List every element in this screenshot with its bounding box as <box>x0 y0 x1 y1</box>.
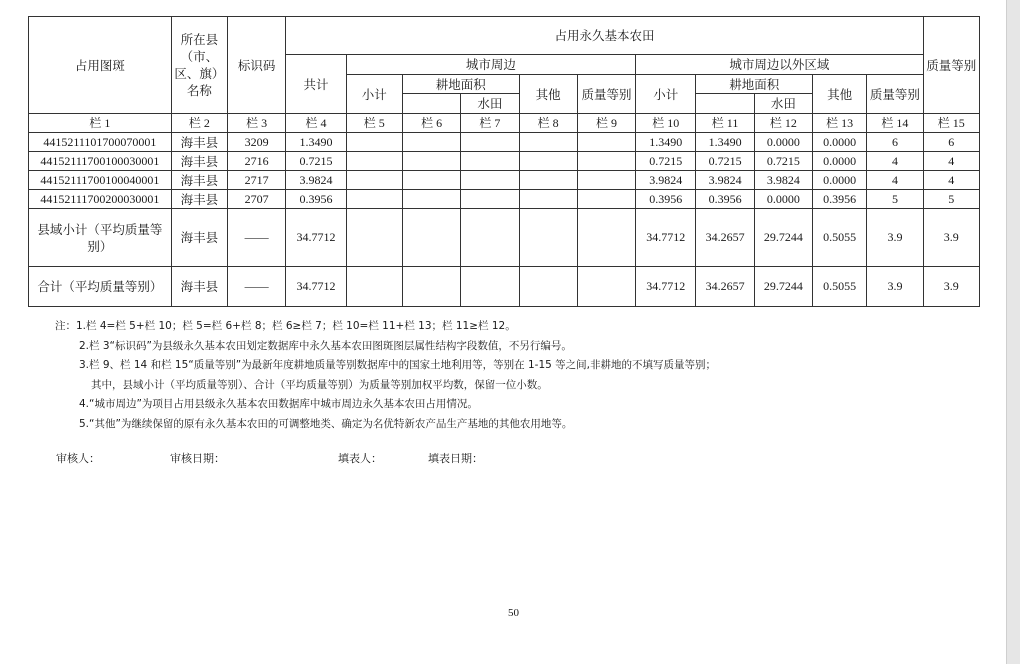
table-notes <box>55 317 955 434</box>
table-cell: 0.0000 <box>813 133 867 152</box>
header-city-paddy: 水田 <box>461 94 519 114</box>
column-number: 栏 5 <box>346 114 402 133</box>
table-cell <box>461 152 519 171</box>
table-cell: 0.0000 <box>754 190 812 209</box>
table-cell: 0.0000 <box>813 152 867 171</box>
header-county: 所在县（市、区、旗）名称 <box>171 17 227 114</box>
fill-date-label: 填表日期： <box>428 452 483 465</box>
reviewer-label: 审核人： <box>56 452 100 465</box>
table-cell: 0.0000 <box>813 171 867 190</box>
county-cell: 海丰县 <box>171 152 227 171</box>
column-number: 栏 8 <box>519 114 577 133</box>
table-cell <box>402 152 460 171</box>
table-cell: 2707 <box>228 190 286 209</box>
table-cell <box>346 133 402 152</box>
table-cell: 2716 <box>228 152 286 171</box>
table-cell <box>577 209 635 267</box>
plot-id-cell: 44152111700200030001 <box>29 190 172 209</box>
header-city-other: 其他 <box>519 75 577 114</box>
county-cell: 海丰县 <box>171 133 227 152</box>
table-cell <box>461 267 519 307</box>
column-number: 栏 2 <box>171 114 227 133</box>
table-cell <box>346 152 402 171</box>
table-cell: 34.7712 <box>286 209 346 267</box>
note-line: 2.栏 3“标识码”为县级永久基本农田划定数据库中永久基本农田图斑图层属性结构字段数值，不另行编号。 <box>79 339 572 352</box>
column-number: 栏 4 <box>286 114 346 133</box>
table-cell <box>402 133 460 152</box>
table-cell: 3.9 <box>867 209 923 267</box>
table-cell: 4 <box>867 152 923 171</box>
table-cell: 34.2657 <box>696 267 754 307</box>
page-number: 50 <box>508 607 519 619</box>
table-cell: 6 <box>923 133 979 152</box>
header-outside-subtotal: 小计 <box>636 75 696 114</box>
table-cell: 5 <box>867 190 923 209</box>
table-cell: 1.3490 <box>696 133 754 152</box>
table-cell <box>519 133 577 152</box>
table-cell <box>402 267 460 307</box>
note-line: 5.“其他”为继续保留的原有永久基本农田的可调整地类、确定为名优特新农产品生产基地的其他农用地等。 <box>79 417 573 430</box>
table-cell: —— <box>228 209 286 267</box>
table-cell: 34.7712 <box>636 209 696 267</box>
table-cell <box>577 267 635 307</box>
occupation-table <box>28 16 980 307</box>
table-cell: 5 <box>923 190 979 209</box>
table-cell <box>577 171 635 190</box>
header-quality-grade: 质量等别 <box>923 17 979 114</box>
table-cell <box>519 190 577 209</box>
page-edge <box>1006 0 1020 664</box>
header-outside-paddy: 水田 <box>754 94 812 114</box>
table-cell: 0.3956 <box>636 190 696 209</box>
column-number: 栏 12 <box>754 114 812 133</box>
table-cell <box>346 171 402 190</box>
column-number: 栏 1 <box>29 114 172 133</box>
table-cell: 3.9 <box>867 267 923 307</box>
column-number-row <box>29 114 980 133</box>
header-outside: 城市周边以外区域 <box>636 55 923 75</box>
table-cell <box>519 171 577 190</box>
table-cell: 3.9824 <box>754 171 812 190</box>
table-cell <box>519 152 577 171</box>
header-group-title: 占用永久基本农田 <box>286 17 923 55</box>
table-cell: 1.3490 <box>286 133 346 152</box>
table-cell: 0.3956 <box>696 190 754 209</box>
table-cell: 4 <box>867 171 923 190</box>
header-city-arable: 耕地面积 <box>402 75 519 94</box>
table-cell: 2717 <box>228 171 286 190</box>
table-cell <box>461 209 519 267</box>
table-cell: —— <box>228 267 286 307</box>
table-cell: 0.3956 <box>813 190 867 209</box>
header-plot: 占用图斑 <box>29 17 172 114</box>
table-cell: 0.7215 <box>696 152 754 171</box>
review-date-label: 审核日期： <box>170 452 225 465</box>
table-cell <box>346 209 402 267</box>
note-line: 3.栏 9、栏 14 和栏 15“质量等别”为最新年度耕地质量等别数据库中的国家土地利用等，等别在 1-15 等之间,非耕地的不填写质量等别； <box>79 359 716 371</box>
table-cell: 0.7215 <box>286 152 346 171</box>
table-cell: 29.7244 <box>754 267 812 307</box>
plot-id-cell: 44152111700100040001 <box>29 171 172 190</box>
table-cell <box>519 267 577 307</box>
table-cell <box>346 190 402 209</box>
table-row <box>29 133 980 152</box>
column-number: 栏 3 <box>228 114 286 133</box>
table-cell <box>577 133 635 152</box>
column-number: 栏 6 <box>402 114 460 133</box>
header-city-grade: 质量等别 <box>577 75 635 114</box>
table-cell <box>402 190 460 209</box>
column-number: 栏 13 <box>813 114 867 133</box>
table-cell: 29.7244 <box>754 209 812 267</box>
table-cell: 0.3956 <box>286 190 346 209</box>
column-number: 栏 10 <box>636 114 696 133</box>
note-line: 4.“城市周边”为项目占用县级永久基本农田数据库中城市周边永久基本农田占用情况。 <box>79 398 478 410</box>
column-number: 栏 11 <box>696 114 754 133</box>
table-cell <box>577 152 635 171</box>
table-cell: 34.2657 <box>696 209 754 267</box>
table-cell <box>402 171 460 190</box>
table-cell <box>519 209 577 267</box>
table-cell: 34.7712 <box>636 267 696 307</box>
note-line: 其中，县域小计（平均质量等别）、合计（平均质量等别）为质量等别加权平均数，保留一位小数。 <box>91 378 548 391</box>
county-cell: 海丰县 <box>171 190 227 209</box>
table-cell: 3.9824 <box>696 171 754 190</box>
table-row <box>29 171 980 190</box>
table-cell: 0.7215 <box>636 152 696 171</box>
table-cell <box>461 190 519 209</box>
table-cell: 0.7215 <box>754 152 812 171</box>
subtotal-row <box>29 209 980 267</box>
plot-id-cell: 县域小计（平均质量等别） <box>29 209 172 267</box>
county-cell: 海丰县 <box>171 209 227 267</box>
column-number: 栏 15 <box>923 114 979 133</box>
table-cell: 3.9824 <box>636 171 696 190</box>
plot-id-cell: 44152111700100030001 <box>29 152 172 171</box>
table-row <box>29 152 980 171</box>
table-cell: 4 <box>923 152 979 171</box>
note-line: 注：1.栏 4=栏 5+栏 10；栏 5=栏 6+栏 8；栏 6≥栏 7；栏 10=栏 11+栏 13；栏 11≥栏 12。 <box>55 320 516 332</box>
table-cell: 0.5055 <box>813 267 867 307</box>
table-cell: 1.3490 <box>636 133 696 152</box>
plot-id-cell: 4415211101700070001 <box>29 133 172 152</box>
table-cell: 3.9824 <box>286 171 346 190</box>
header-city-subtotal: 小计 <box>346 75 402 114</box>
table-cell <box>402 209 460 267</box>
header-city: 城市周边 <box>346 55 635 75</box>
table-cell <box>577 190 635 209</box>
table-cell: 0.0000 <box>754 133 812 152</box>
header-outside-arable: 耕地面积 <box>696 75 813 94</box>
header-outside-arable-blank <box>696 94 754 114</box>
table-cell: 3209 <box>228 133 286 152</box>
table-cell: 3.9 <box>923 209 979 267</box>
total-row <box>29 267 980 307</box>
table-cell: 34.7712 <box>286 267 346 307</box>
table-cell <box>461 133 519 152</box>
table-cell: 4 <box>923 171 979 190</box>
table-cell: 0.5055 <box>813 209 867 267</box>
column-number: 栏 14 <box>867 114 923 133</box>
column-number: 栏 9 <box>577 114 635 133</box>
plot-id-cell: 合计（平均质量等别） <box>29 267 172 307</box>
table-cell <box>461 171 519 190</box>
county-cell: 海丰县 <box>171 171 227 190</box>
header-code: 标识码 <box>228 17 286 114</box>
table-cell <box>346 267 402 307</box>
table-cell: 6 <box>867 133 923 152</box>
county-cell: 海丰县 <box>171 267 227 307</box>
filler-label: 填表人： <box>338 452 382 465</box>
table-cell: 3.9 <box>923 267 979 307</box>
column-number: 栏 7 <box>461 114 519 133</box>
header-outside-grade: 质量等别 <box>867 75 923 114</box>
table-row <box>29 190 980 209</box>
header-total: 共计 <box>286 55 346 114</box>
header-outside-other: 其他 <box>813 75 867 114</box>
header-city-arable-blank <box>402 94 460 114</box>
